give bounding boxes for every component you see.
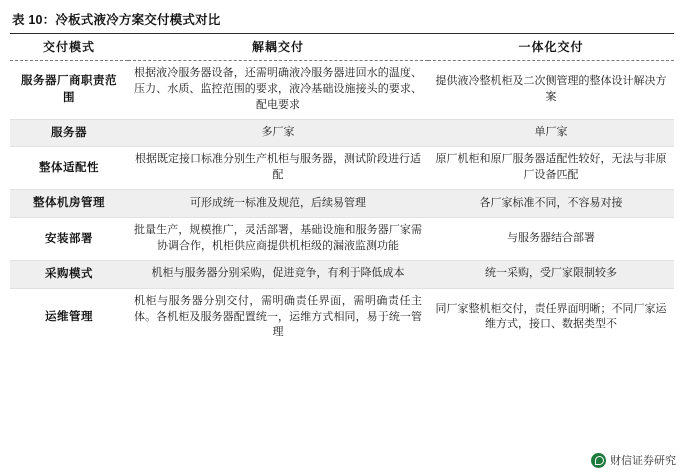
comparison-table <box>10 33 674 346</box>
row-integrated: 同厂家整机柜交付，责任界面明晰；不同厂家运维方式，接口、数据类型不 <box>428 288 674 346</box>
row-integrated: 提供液冷整机柜及二次侧管理的整体设计解决方案 <box>428 61 674 120</box>
table-caption: 表 10：冷板式液冷方案交付模式对比 <box>12 13 221 27</box>
table-row <box>10 288 674 346</box>
watermark <box>591 452 676 468</box>
row-label: 安装部署 <box>10 218 128 261</box>
column-header-integrated: 一体化交付 <box>428 34 674 61</box>
row-decoupled: 机柜与服务器分别交付，需明确责任界面，需明确责任主体。各机柜及服务器配置统一，运维方式相同，易于统一管理 <box>128 288 428 346</box>
row-integrated: 与服务器结合部署 <box>428 218 674 261</box>
row-decoupled: 根据既定接口标准分别生产机柜与服务器，测试阶段进行适配 <box>128 147 428 190</box>
table-body <box>10 61 674 347</box>
row-integrated: 原厂机柜和原厂服务器适配性较好，无法与非原厂设备匹配 <box>428 147 674 190</box>
row-label: 采购模式 <box>10 260 128 288</box>
row-label: 运维管理 <box>10 288 128 346</box>
table-header-row <box>10 34 674 61</box>
row-label: 服务器 <box>10 119 128 147</box>
watermark-text: 财信证券研究 <box>610 455 676 467</box>
row-integrated: 统一采购，受厂家限制较多 <box>428 260 674 288</box>
row-label: 整体适配性 <box>10 147 128 190</box>
table-row <box>10 61 674 120</box>
table-row <box>10 147 674 190</box>
row-integrated: 单厂家 <box>428 119 674 147</box>
row-decoupled: 多厂家 <box>128 119 428 147</box>
row-decoupled: 机柜与服务器分别采购，促进竞争，有利于降低成本 <box>128 260 428 288</box>
table-row <box>10 218 674 261</box>
table-row <box>10 119 674 147</box>
row-integrated: 各厂家标准不同，不容易对接 <box>428 190 674 218</box>
row-label: 服务器厂商职责范围 <box>10 61 128 120</box>
row-decoupled: 可形成统一标准及规范，后续易管理 <box>128 190 428 218</box>
row-decoupled: 根据液冷服务器设备，还需明确液冷服务器进回水的温度、压力、水质、监控范围的要求，液冷基础设施接头的要求、配电要求 <box>128 61 428 120</box>
column-header-mode: 交付模式 <box>10 34 128 61</box>
row-label: 整体机房管理 <box>10 190 128 218</box>
row-decoupled: 批量生产，规模推广，灵活部署，基础设施和服务器厂家需协调合作，机柜供应商提供机柜级的漏液监测功能 <box>128 218 428 261</box>
table-row <box>10 190 674 218</box>
column-header-decoupled: 解耦交付 <box>128 34 428 61</box>
leaf-logo-icon <box>591 453 606 468</box>
table-row <box>10 260 674 288</box>
